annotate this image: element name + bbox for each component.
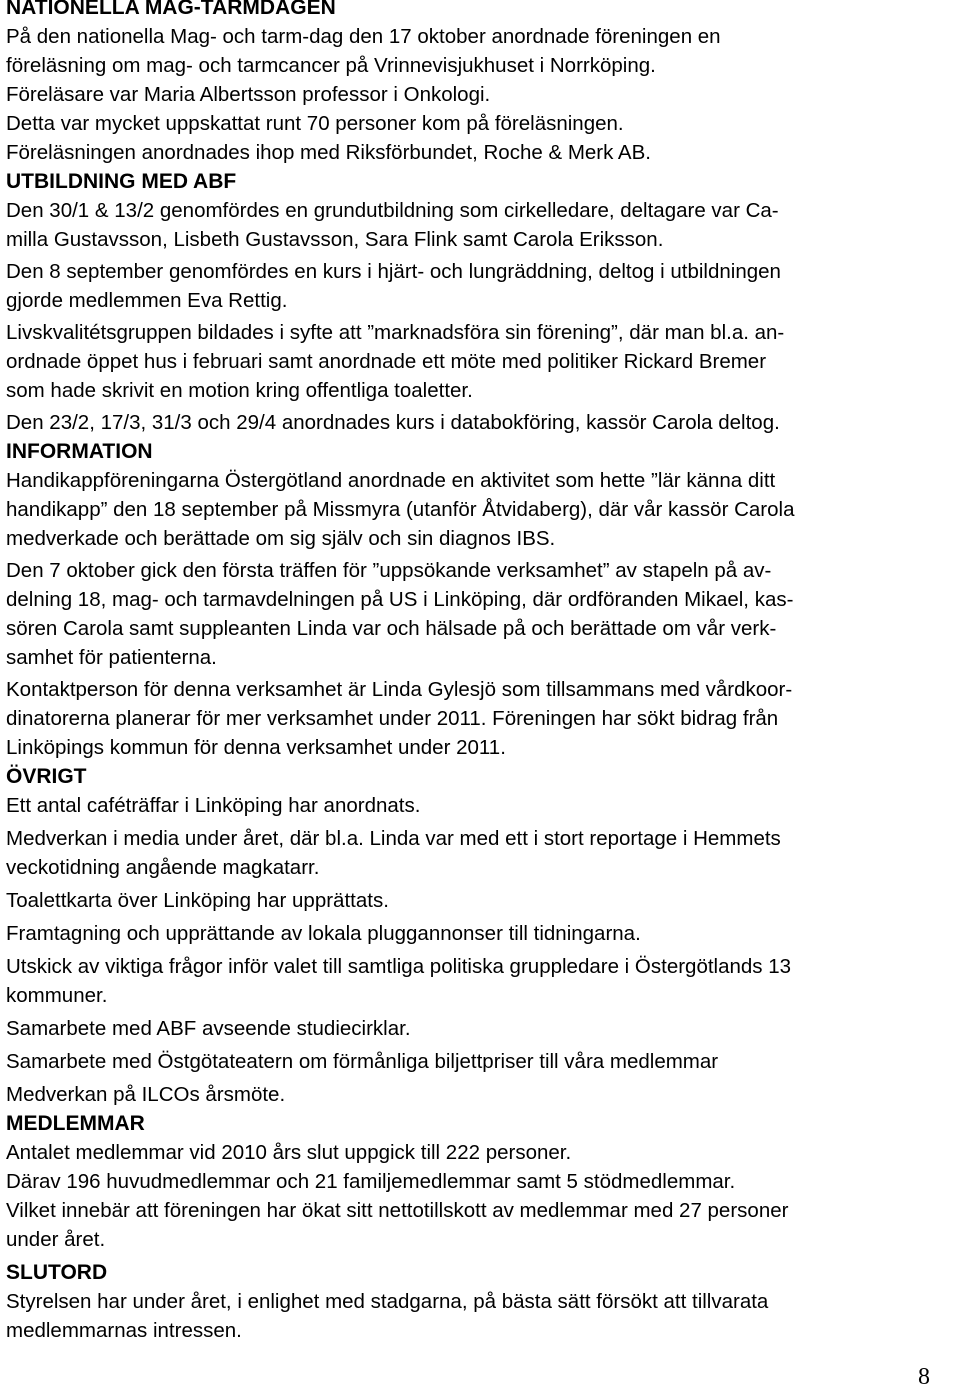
paragraph bbox=[6, 824, 956, 882]
paragraph bbox=[6, 886, 956, 915]
page-number: 8 bbox=[918, 1364, 930, 1390]
text-line: milla Gustavsson, Lisbeth Gustavsson, Sara Flink samt Carola Eriksson. bbox=[6, 228, 664, 251]
section-heading: SLUTORD bbox=[6, 1261, 108, 1284]
section-information bbox=[6, 437, 956, 762]
text-line: Framtagning och upprättande av lokala pluggannonser till tidningarna. bbox=[6, 922, 641, 945]
text-line: Samarbete med ABF avseende studiecirklar. bbox=[6, 1017, 411, 1040]
text-line: Antalet medlemmar vid 2010 års slut uppgick till 222 personer. bbox=[6, 1141, 572, 1164]
text-line: Kontaktperson för denna verksamhet är Linda Gylesjö som tillsammans med vårdkoor- bbox=[6, 678, 793, 701]
text-line: sören Carola samt suppleanten Linda var och hälsade på och berättade om vår verk- bbox=[6, 617, 777, 640]
paragraph bbox=[6, 1138, 956, 1254]
paragraph bbox=[6, 318, 956, 405]
paragraph bbox=[6, 791, 956, 820]
text-line: kommuner. bbox=[6, 984, 108, 1007]
text-line: Den 23/2, 17/3, 31/3 och 29/4 anordnades kurs i databokföring, kassör Carola deltog. bbox=[6, 411, 780, 434]
text-line: Föreläsare var Maria Albertsson professor i Onkologi. bbox=[6, 83, 491, 106]
section-heading: MEDLEMMAR bbox=[6, 1112, 145, 1135]
text-line: Medverkan på ILCOs årsmöte. bbox=[6, 1083, 286, 1106]
paragraph bbox=[6, 257, 956, 315]
text-line: Toalettkarta över Linköping har upprättats. bbox=[6, 889, 389, 912]
text-line: medlemmarnas intressen. bbox=[6, 1319, 242, 1342]
text-line: Styrelsen har under året, i enlighet med stadgarna, på bästa sätt försökt att tillvarata bbox=[6, 1290, 769, 1313]
text-line: Därav 196 huvudmedlemmar och 21 familjemedlemmar samt 5 stödmedlemmar. bbox=[6, 1170, 736, 1193]
text-line: Ett antal caféträffar i Linköping har anordnats. bbox=[6, 794, 421, 817]
text-line: dinatorerna planerar för mer verksamhet under 2011. Föreningen har sökt bidrag från bbox=[6, 707, 779, 730]
paragraph bbox=[6, 408, 956, 437]
text-line: Handikappföreningarna Östergötland anordnade en aktivitet som hette ”lär känna ditt bbox=[6, 469, 776, 492]
text-line: Samarbete med Östgötateatern om förmånliga biljettpriser till våra medlemmar bbox=[6, 1050, 719, 1073]
text-line: Linköpings kommun för denna verksamhet under 2011. bbox=[6, 736, 506, 759]
text-line: Föreläsningen anordnades ihop med Riksförbundet, Roche & Merk AB. bbox=[6, 141, 651, 164]
text-line: handikapp” den 18 september på Missmyra (utanför Åtvidaberg), där vår kassör Carola bbox=[6, 498, 795, 521]
text-line: Den 7 oktober gick den första träffen för ”uppsökande verksamhet” av stapeln på av- bbox=[6, 559, 772, 582]
document-page bbox=[6, 0, 956, 1345]
section-medlemmar bbox=[6, 1109, 956, 1254]
text-line: Detta var mycket uppskattat runt 70 personer kom på föreläsningen. bbox=[6, 112, 624, 135]
text-line: Vilket innebär att föreningen har ökat sitt nettotillskott av medlemmar med 27 personer bbox=[6, 1199, 789, 1222]
section-slutord bbox=[6, 1258, 956, 1345]
text-line: Medverkan i media under året, där bl.a. Linda var med ett i stort reportage i Hemmets bbox=[6, 827, 781, 850]
paragraph bbox=[6, 556, 956, 672]
text-line: gjorde medlemmen Eva Rettig. bbox=[6, 289, 288, 312]
text-line: Utskick av viktiga frågor inför valet till samtliga politiska gruppledare i Östergötlands 13 bbox=[6, 955, 792, 978]
paragraph bbox=[6, 919, 956, 948]
paragraph bbox=[6, 1080, 956, 1109]
text-line: som hade skrivit en motion kring offentliga toaletter. bbox=[6, 379, 473, 402]
text-line: medverkade och berättade om sig själv och sin diagnos IBS. bbox=[6, 527, 556, 550]
section-heading: NATIONELLA MAG-TARMDAGEN bbox=[6, 0, 336, 19]
paragraph bbox=[6, 1287, 956, 1345]
text-line: ordnade öppet hus i februari samt anordnade ett möte med politiker Rickard Bremer bbox=[6, 350, 767, 373]
section-ovrigt bbox=[6, 762, 956, 1109]
text-line: föreläsning om mag- och tarmcancer på Vrinnevisjukhuset i Norrköping. bbox=[6, 54, 656, 77]
paragraph bbox=[6, 22, 956, 167]
text-line: Den 8 september genomfördes en kurs i hjärt- och lungräddning, deltog i utbildningen bbox=[6, 260, 781, 283]
text-line: delning 18, mag- och tarmavdelningen på US i Linköping, där ordföranden Mikael, kas- bbox=[6, 588, 794, 611]
text-line: veckotidning angående magkatarr. bbox=[6, 856, 320, 879]
section-nationella-mag-tarmdagen bbox=[6, 0, 956, 167]
text-line: under året. bbox=[6, 1228, 106, 1251]
paragraph bbox=[6, 196, 956, 254]
paragraph bbox=[6, 1047, 956, 1076]
text-line: samhet för patienterna. bbox=[6, 646, 217, 669]
section-utbildning-med-abf bbox=[6, 167, 956, 437]
text-line: Livskvalitétsgruppen bildades i syfte att ”marknadsföra sin förening”, där man bl.a. an- bbox=[6, 321, 785, 344]
paragraph bbox=[6, 466, 956, 553]
section-heading: INFORMATION bbox=[6, 440, 153, 463]
text-line: Den 30/1 & 13/2 genomfördes en grundutbildning som cirkelledare, deltagare var Ca- bbox=[6, 199, 779, 222]
paragraph bbox=[6, 675, 956, 762]
text-line: På den nationella Mag- och tarm-dag den 17 oktober anordnade föreningen en bbox=[6, 25, 721, 48]
section-heading: ÖVRIGT bbox=[6, 765, 87, 788]
paragraph bbox=[6, 1014, 956, 1043]
paragraph bbox=[6, 952, 956, 1010]
section-heading: UTBILDNING MED ABF bbox=[6, 170, 237, 193]
